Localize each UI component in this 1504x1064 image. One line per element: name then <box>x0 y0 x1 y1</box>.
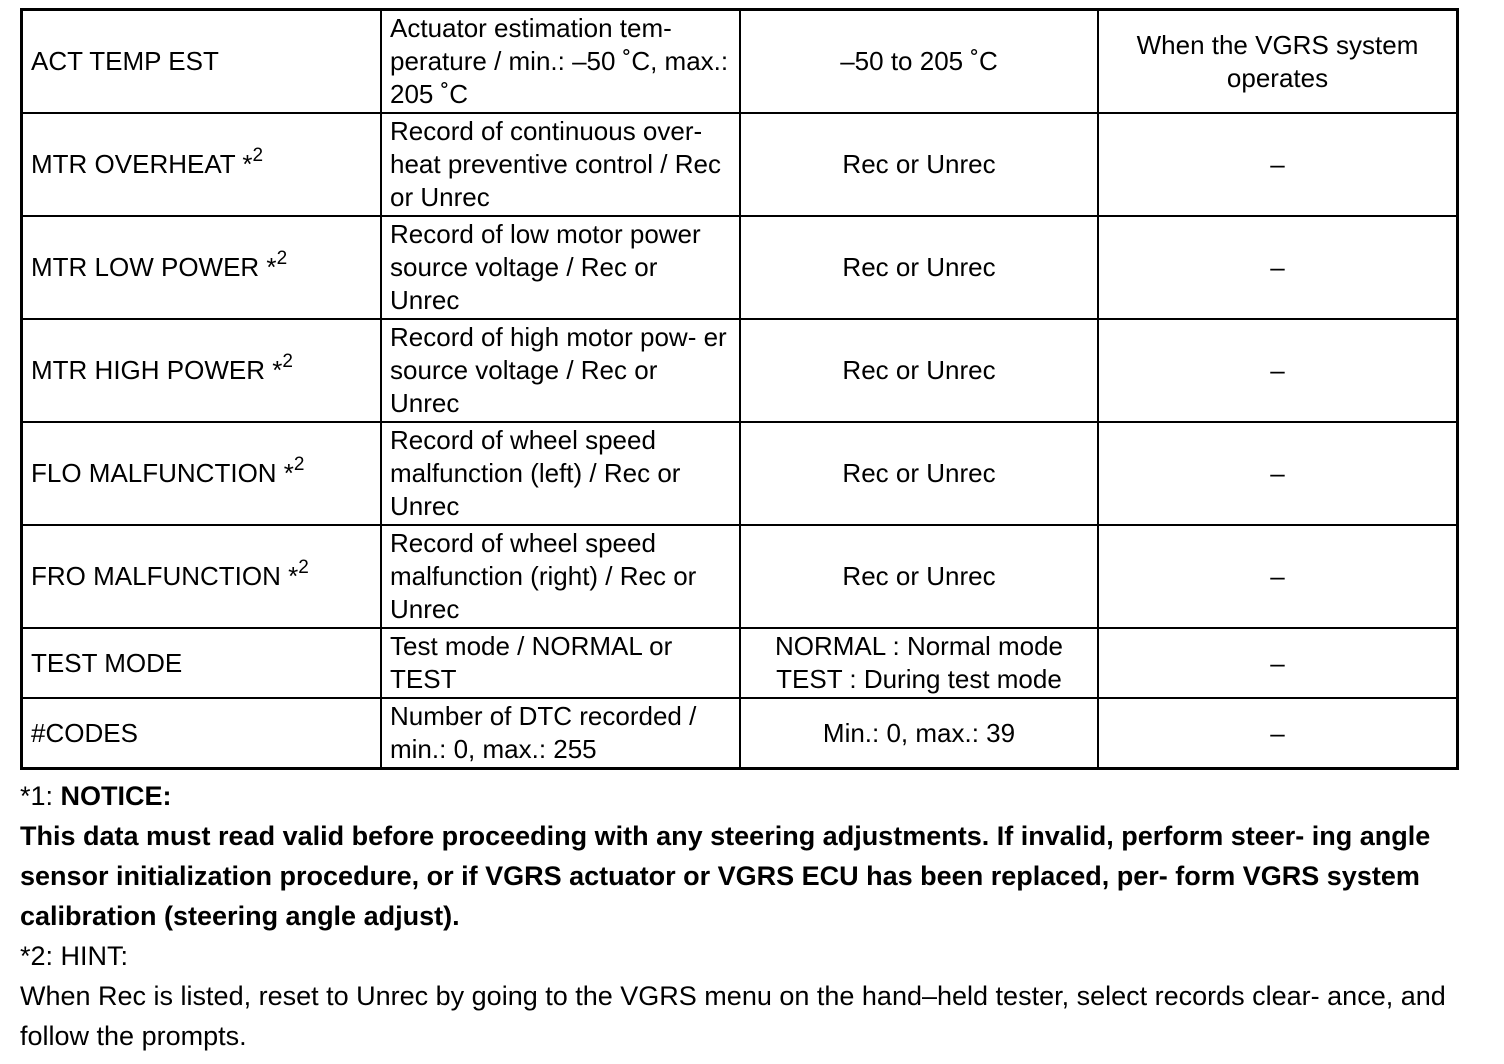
diagnostic-note-cell: – <box>1098 422 1458 525</box>
item-name: ACT TEMP EST <box>31 46 219 76</box>
footnote-ref: 2 <box>252 145 264 167</box>
diagnostic-note-cell: – <box>1098 216 1458 319</box>
item-name: FRO MALFUNCTION * <box>31 561 299 591</box>
normal-condition-cell: Rec or Unrec <box>740 319 1098 422</box>
footnote-ref: 2 <box>276 248 288 270</box>
item-name: TEST MODE <box>31 647 183 678</box>
normal-line: TEST : During test mode <box>776 664 1062 694</box>
footnote-ref: 2 <box>282 351 293 373</box>
table-row <box>22 698 1458 769</box>
table-row <box>22 319 1458 422</box>
diagnostic-note-cell: – <box>1098 628 1458 698</box>
notice-label: NOTICE: <box>60 781 172 811</box>
hint-text: When Rec is listed, reset to Unrec by going to the VGRS menu on the hand–held tester, select records clear- ance, and follow the prompts. <box>20 981 1446 1051</box>
item-name: MTR LOW POWER * <box>31 252 277 282</box>
measurement-cell: Record of wheel speed malfunction (right) / Rec or Unrec <box>381 525 740 628</box>
measurement-cell: Number of DTC recorded / min.: 0, max.: 255 <box>381 698 740 769</box>
notice-text: This data must read valid before proceeding with any steering adjustments. If invalid, perform steer- ing angle sensor initialization procedure, or if VGRS actuator or VGRS ECU has been replaced, per- form VGRS system calibration (steering angle adjust). <box>20 821 1431 931</box>
normal-condition-cell: Rec or Unrec <box>740 216 1098 319</box>
measurement-cell: Test mode / NORMAL or TEST <box>381 628 740 698</box>
item-name: MTR HIGH POWER * <box>31 355 283 385</box>
item-cell <box>22 525 382 628</box>
normal-condition-cell <box>740 628 1098 698</box>
table-row <box>22 422 1458 525</box>
item-cell <box>22 10 382 114</box>
normal-condition-cell: Rec or Unrec <box>740 525 1098 628</box>
diagnostic-note-cell: – <box>1098 319 1458 422</box>
item-name: FLO MALFUNCTION * <box>31 458 294 488</box>
note1-prefix: *1: <box>20 781 61 811</box>
measurement-cell: Record of high motor pow- er source voltage / Rec or Unrec <box>381 319 740 422</box>
footnotes <box>20 776 1452 1056</box>
measurement-cell: Record of continuous over- heat preventive control / Rec or Unrec <box>381 113 740 216</box>
item-cell <box>22 113 382 216</box>
item-name: MTR OVERHEAT * <box>31 149 253 179</box>
diagnostic-note-cell: – <box>1098 698 1458 769</box>
table-row <box>22 113 1458 216</box>
normal-condition-cell: –50 to 205 ˚C <box>740 10 1098 114</box>
footnote-ref: 2 <box>293 454 305 476</box>
diagnostic-note-cell: – <box>1098 525 1458 628</box>
normal-condition-cell: Min.: 0, max.: 39 <box>740 698 1098 769</box>
table-row <box>22 628 1458 698</box>
diagnostic-note-cell: When the VGRS system operates <box>1098 10 1458 114</box>
table-row <box>22 10 1458 114</box>
measurement-cell: Record of low motor power source voltage / Rec or Unrec <box>381 216 740 319</box>
table-row <box>22 216 1458 319</box>
diagnostic-note-cell: – <box>1098 113 1458 216</box>
normal-condition-cell: Rec or Unrec <box>740 113 1098 216</box>
table-row <box>22 525 1458 628</box>
item-cell <box>22 319 382 422</box>
measurement-cell: Record of wheel speed malfunction (left) / Rec or Unrec <box>381 422 740 525</box>
footnote-ref: 2 <box>298 557 309 579</box>
normal-condition-cell: Rec or Unrec <box>740 422 1098 525</box>
item-name: #CODES <box>31 717 138 748</box>
item-cell <box>22 216 382 319</box>
item-cell <box>22 698 382 769</box>
note1-heading <box>20 776 1452 816</box>
item-cell <box>22 422 382 525</box>
data-list-table <box>20 8 1459 770</box>
page <box>20 8 1452 1056</box>
hint-label: *2: HINT: <box>20 941 129 971</box>
normal-line: NORMAL : Normal mode <box>775 631 1063 661</box>
item-cell <box>22 628 382 698</box>
measurement-cell: Actuator estimation tem- perature / min.: –50 ˚C, max.: 205 ˚C <box>381 10 740 114</box>
